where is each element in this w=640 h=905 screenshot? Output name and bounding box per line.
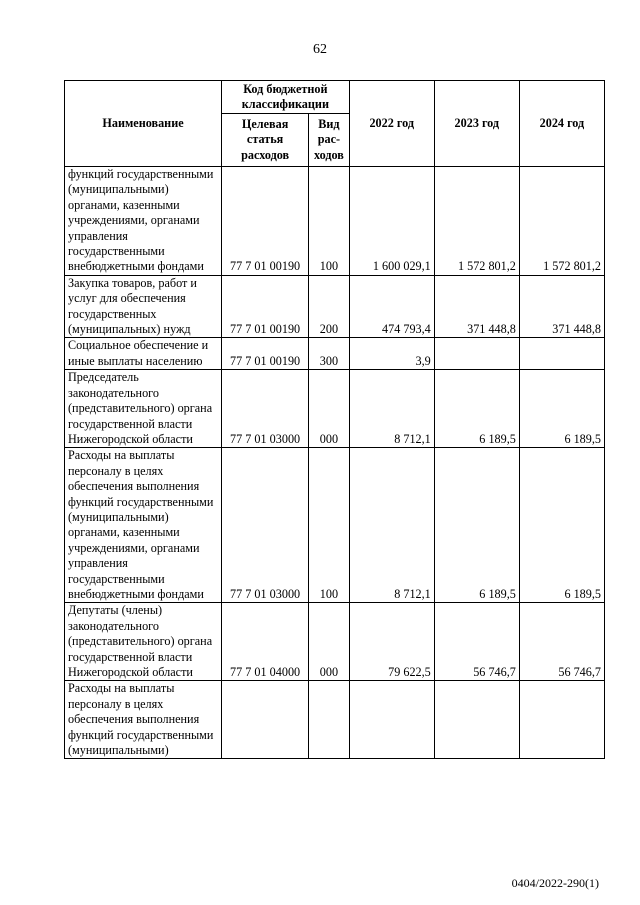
table-row: [65, 370, 605, 448]
row-target-code: 77 7 01 03000: [222, 370, 309, 448]
row-target-code: 77 7 01 03000: [222, 448, 309, 603]
row-kind-code: [309, 681, 350, 759]
row-2023: 1 572 801,2: [434, 167, 519, 276]
row-2024: 6 189,5: [519, 370, 604, 448]
row-target-code: [222, 681, 309, 759]
table-row: [65, 167, 605, 276]
row-name: Расходы на выплаты персоналу в целях обеспечения выполнения функций государственными (муниципальными) органами, казенными учреждениями, органами управления государственными внебюджетными фондами: [65, 448, 222, 603]
document-code: 0404/2022-290(1): [511, 876, 599, 890]
row-kind-code: 000: [309, 370, 350, 448]
row-target-code: 77 7 01 00190: [222, 338, 309, 370]
row-2023: 56 746,7: [434, 603, 519, 681]
row-target-code: 77 7 01 04000: [222, 603, 309, 681]
row-2022: 474 793,4: [349, 275, 434, 338]
row-name: Председатель законодательного (представительного) органа государственной власти Нижегородской области: [65, 370, 222, 448]
row-kind-code: 200: [309, 275, 350, 338]
row-kind-code: 000: [309, 603, 350, 681]
row-2023: 371 448,8: [434, 275, 519, 338]
header-code-group: Код бюджетной классификации: [222, 81, 350, 114]
table-row: [65, 603, 605, 681]
row-target-code: 77 7 01 00190: [222, 167, 309, 276]
row-kind-code: 100: [309, 448, 350, 603]
page-number: 62: [313, 42, 327, 57]
row-2024: 6 189,5: [519, 448, 604, 603]
header-target: Целевая статья расходов: [222, 114, 309, 167]
row-2023: 6 189,5: [434, 370, 519, 448]
table-row: [65, 681, 605, 759]
budget-table: [64, 80, 605, 759]
table-row: [65, 448, 605, 603]
row-name: Депутаты (члены) законодательного (представительного) органа государственной власти Нижегородской области: [65, 603, 222, 681]
row-2023: [434, 681, 519, 759]
header-2024: 2024 год: [519, 81, 604, 167]
row-2024: [519, 681, 604, 759]
row-2024: [519, 338, 604, 370]
header-kind: Вид рас-ходов: [309, 114, 350, 167]
row-name: Социальное обеспечение и иные выплаты населению: [65, 338, 222, 370]
row-target-code: 77 7 01 00190: [222, 275, 309, 338]
table-row: [65, 275, 605, 338]
row-2023: 6 189,5: [434, 448, 519, 603]
row-2024: 56 746,7: [519, 603, 604, 681]
row-name: Закупка товаров, работ и услуг для обеспечения государственных (муниципальных) нужд: [65, 275, 222, 338]
row-2022: [349, 681, 434, 759]
header-name: Наименование: [65, 81, 222, 167]
row-name: Расходы на выплаты персоналу в целях обеспечения выполнения функций государственными (муниципальными): [65, 681, 222, 759]
row-2022: 3,9: [349, 338, 434, 370]
row-kind-code: 100: [309, 167, 350, 276]
header-2022: 2022 год: [349, 81, 434, 167]
row-2022: 8 712,1: [349, 370, 434, 448]
row-2022: 8 712,1: [349, 448, 434, 603]
row-2024: 1 572 801,2: [519, 167, 604, 276]
table-row: [65, 338, 605, 370]
row-2023: [434, 338, 519, 370]
header-2023: 2023 год: [434, 81, 519, 167]
row-2024: 371 448,8: [519, 275, 604, 338]
row-name: функций государственными (муниципальными) органами, казенными учреждениями, органами управления государственными внебюджетными фондами: [65, 167, 222, 276]
row-kind-code: 300: [309, 338, 350, 370]
row-2022: 1 600 029,1: [349, 167, 434, 276]
row-2022: 79 622,5: [349, 603, 434, 681]
